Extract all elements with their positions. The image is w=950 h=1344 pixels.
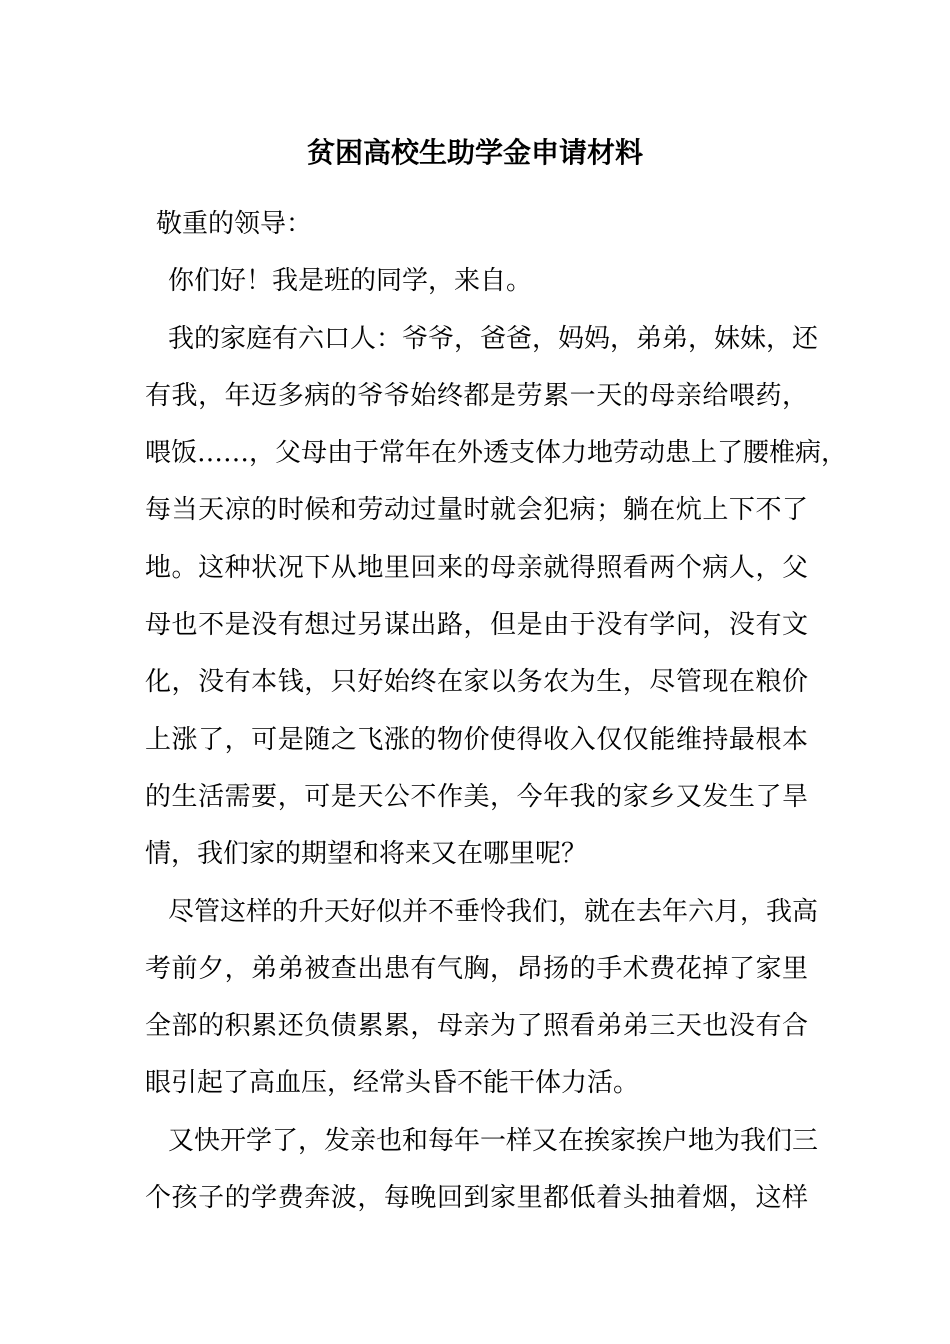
text-line: 又快开学了，发亲也和每年一样又在挨家挨户地为我们三 bbox=[168, 1125, 819, 1156]
text-line: 考前夕，弟弟被查出患有气胸，昂扬的手术费花掉了家里 bbox=[145, 953, 808, 984]
text-line: 母也不是没有想过另谋出路，但是由于没有学问，没有文 bbox=[145, 610, 808, 641]
text-line: 地。这种状况下从地里回来的母亲就得照看两个病人，父 bbox=[145, 552, 808, 583]
text-line: 个孩子的学费奔波，每晚回到家里都低着头抽着烟，这样 bbox=[145, 1183, 808, 1214]
text-line: 尽管这样的升天好似并不垂怜我们，就在去年六月，我高 bbox=[168, 896, 819, 927]
text-line: 上涨了，可是随之飞涨的物价使得收入仅仅能维持最根本 bbox=[145, 724, 808, 755]
paragraph bbox=[145, 311, 848, 884]
document-title: 贫困高校生助学金申请材料 bbox=[306, 136, 643, 169]
document-body bbox=[145, 196, 848, 1227]
text-line: 每当天凉的时候和劳动过量时就会犯病；躺在炕上下不了 bbox=[145, 495, 808, 526]
paragraph bbox=[145, 1113, 819, 1228]
salutation bbox=[145, 196, 808, 253]
text-line: 眼引起了高血压，经常头昏不能干体力活。 bbox=[145, 1068, 640, 1099]
text-line: 喂饭……，父母由于常年在外透支体力地劳动患上了腰椎病， bbox=[145, 438, 848, 469]
text-line: 我的家庭有六口人：爷爷，爸爸，妈妈，弟弟，妹妹，还 bbox=[168, 323, 819, 354]
text-line: 情，我们家的期望和将来又在哪里呢？ bbox=[145, 839, 588, 870]
text-line: 全部的积累还负债累累，母亲为了照看弟弟三天也没有合 bbox=[145, 1011, 808, 1042]
text-line: 化，没有本钱，只好始终在家以务农为生，尽管现在粮价 bbox=[145, 667, 808, 698]
text-line: 敬重的领导： bbox=[156, 209, 313, 239]
text-line: 的生活需要，可是天公不作美，今年我的家乡又发生了旱 bbox=[145, 781, 808, 812]
paragraph bbox=[145, 253, 808, 310]
paragraph bbox=[145, 884, 819, 1113]
text-line: 你们好！我是班的同学，来自。 bbox=[168, 266, 533, 297]
text-line: 有我，年迈多病的爷爷始终都是劳累一天的母亲给喂药， bbox=[145, 380, 808, 411]
